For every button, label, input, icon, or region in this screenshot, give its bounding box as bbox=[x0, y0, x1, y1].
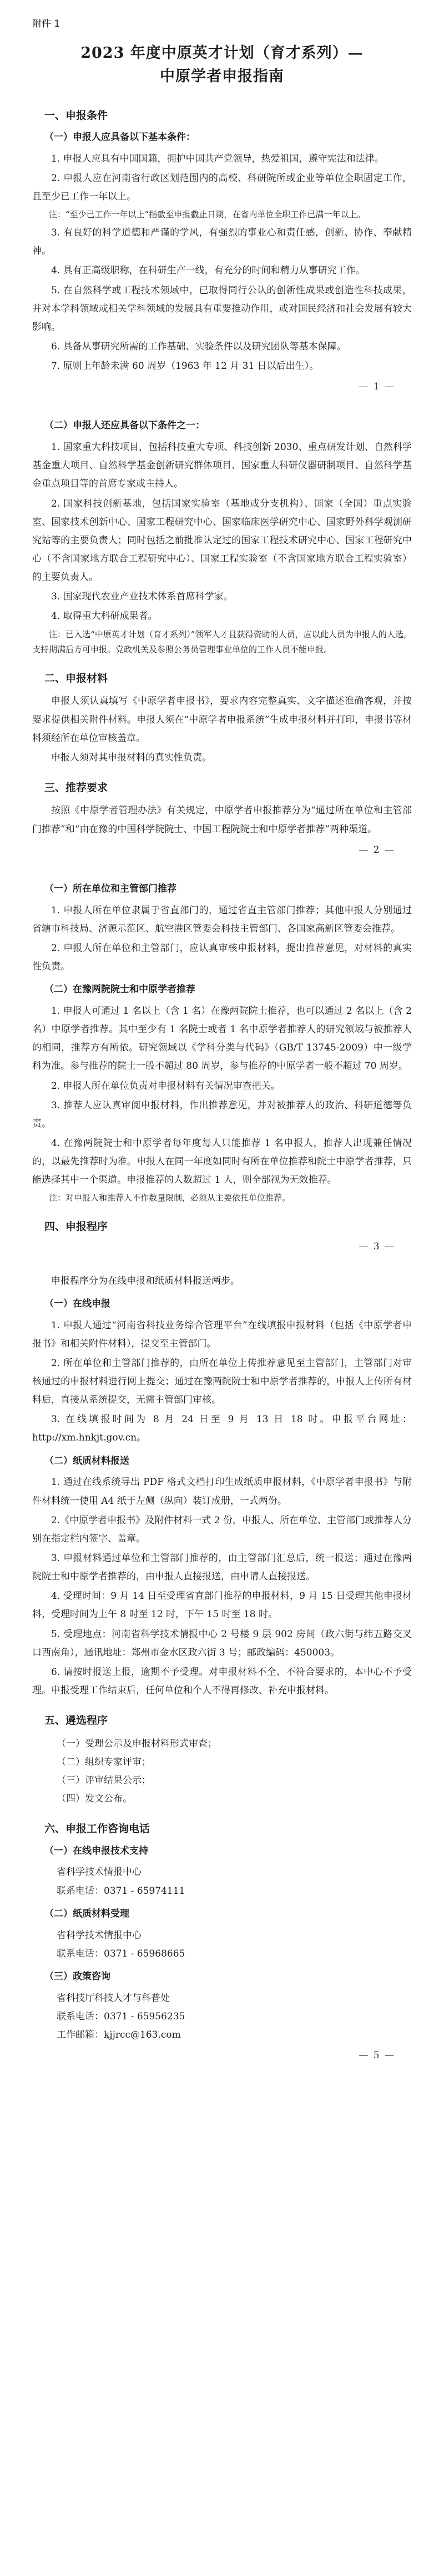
paragraph: 申报人须认真填写《中原学者申报书》，要求内容完整真实、文字描述准确客观，并按要求提供相关附件材料。申报人须在“中原学者申报系统”生成申报材料并打印，申报书等材料须经所在单位审核盖章。 bbox=[32, 696, 412, 744]
paragraph: 4. 受理时间：9 月 14 日至受理省直部门推荐的申报材料，9 月 15 日受理其他申报材料，受理时间为上午 8 时至 12 时，下午 15 时至 18 时。 bbox=[32, 1590, 412, 1620]
contact-phone: 联系电话：0371 - 65956235 bbox=[57, 2010, 185, 2022]
page-gap bbox=[32, 398, 412, 412]
list-item: （一）受理公示及申报材料形式审查； bbox=[57, 1738, 217, 1749]
attachment-label: 附件 1 bbox=[32, 18, 60, 29]
note: 注：“至少已工作一年以上”指截至申报截止日期，在省内单位全职工作已满一年以上。 bbox=[49, 209, 366, 220]
contact-org: 省科技厅科技人才与科普处 bbox=[57, 1992, 170, 2004]
list-item: （四）发文公布。 bbox=[57, 1793, 132, 1804]
page-number: — 1 — bbox=[359, 381, 395, 393]
note: 注：对申报人和推荐人不作数量限制，必须从主要依托单位推荐。 bbox=[49, 1193, 291, 1203]
contact-org: 省科学技术情报中心 bbox=[57, 1867, 142, 1878]
sub-heading: （三）政策咨询 bbox=[44, 1970, 110, 1982]
page-number: — 5 — bbox=[359, 2050, 395, 2062]
paragraph: 1. 申报人可通过 1 名以上（含 1 名）在豫两院院士推荐，也可以通过 2 名以上（含 2 名）中原学者推荐。其中至少有 1 名院士或者 1 名中原学者推荐人的研究领域与被推荐人的相同，推荐方有所依。研究领域以《学科分类与代码》（GB/T 13745-2009）中一级学科为准。参与推荐的院士一般不超过 80 周岁，参与推荐的中原学者一般不超过 70 周岁。 bbox=[32, 1006, 412, 1072]
paragraph: 2.《中原学者申报书》及附件材料一式 2 份，申报人、所在单位、主管部门或推荐人分别在指定栏内签字、盖章。 bbox=[32, 1514, 412, 1544]
paragraph: 申报人须对其申报材料的真实性负责。 bbox=[51, 752, 211, 763]
paragraph: 4. 取得重大科研成果者。 bbox=[51, 611, 158, 622]
sub-heading: （一）申报人应具备以下基本条件： bbox=[44, 132, 195, 143]
title-line-1: 2023 年度中原英才计划（育才系列）— bbox=[80, 44, 364, 62]
paragraph: 1. 申报人应具有中国国籍，拥护中国共产党领导，热爱祖国，遵守宪法和法律。 bbox=[51, 153, 384, 164]
sub-heading: （一）在线申报 bbox=[44, 1298, 110, 1309]
paragraph: 1. 国家重大科技项目，包括科技重大专项、科技创新 2030、重点研发计划、自然科学基金重大项目、自然科学基金创新研究群体项目、国家重大科研仪器研制项目、自然科学基金重点项目等的首席专家或主持人。 bbox=[32, 442, 412, 490]
paragraph: 7. 原则上年龄未满 60 周岁（1963 年 12 月 31 日以后出生）。 bbox=[51, 361, 319, 372]
paragraph: 6. 请按时报送上报，逾期不予受理。对申报材料不全、不符合要求的，本中心不予受理。申报受理工作结束后，任何单位和个人不得再修改、补充申报材料。 bbox=[32, 1666, 412, 1697]
page-number: — 2 — bbox=[359, 844, 395, 856]
paragraph: 1. 申报人所在单位隶属于省直部门的，通过省直主管部门推荐；其他申报人分别通过省辖市科技局、济源示范区、航空港区管委会科技主管部门、各国家高新区管委会推荐。 bbox=[32, 904, 412, 934]
paragraph: 4. 具有正高级职称，在科研生产一线，有充分的时间和精力从事研究工作。 bbox=[51, 265, 365, 277]
sub-heading: （一）在线申报技术支持 bbox=[44, 1845, 148, 1857]
paragraph: 3. 有良好的科学道德和严谨的学风，有强烈的事业心和责任感，创新、协作、奉献精神。 bbox=[32, 227, 412, 257]
paragraph: 2. 申报人应在河南省行政区划范围内的高校、科研院所或企业等单位全职固定工作，且至少已工作一年以上。 bbox=[32, 173, 412, 203]
paragraph: 3. 申报材料通过单位和主管部门推荐的，由主管部门汇总后，统一报送；通过在豫两院院士和中原学者推荐的，由申报人直接报送，由申请人直接报送。 bbox=[32, 1553, 412, 1583]
section-heading: 六、申报工作咨询电话 bbox=[44, 1823, 150, 1835]
paragraph: 5. 受理地点：河南省科学技术情报中心 2 号楼 9 层 902 房间（政六街与纬五路交叉口西南角），通讯地址：郑州市金水区政六街 3 号；邮政编码：450003。 bbox=[32, 1628, 412, 1658]
paragraph: 2. 国家科技创新基地，包括国家实验室（基地或分支机构）、国家（全国）重点实验室、国家技术创新中心、国家工程研究中心、国家临床医学研究中心、国家野外科学观测研究站等的主要负责人；同时包括之前批准认定过的国家工程技术研究中心、国家工程研究中心（不含国家地方联合工程研究中心）、国家工程实验室（不含国家地方联合工程实验室）的主要负责人。 bbox=[32, 498, 412, 583]
title-line-2: 中原学者申报指南 bbox=[160, 67, 284, 85]
section-heading: 三、推荐要求 bbox=[44, 782, 108, 794]
page-gap bbox=[32, 861, 412, 876]
paragraph: 1. 通过在线系统导出 PDF 格式文档打印生成纸质申报材料，《中原学者申报书》与附件材料统一使用 A4 纸于左侧（纵向）装订成册，一式两份。 bbox=[32, 1477, 412, 1507]
paragraph: 4. 在豫两院院士和中原学者每年度每人只能推荐 1 名申报人，推荐人出现兼任情况的，以最先推荐时为准。申报人在同一年度如同时有所在单位推荐和院士中原学者推荐，只能选择其中一个渠道。申报推荐的人数超过 1 人，则全部视为无效推荐。 bbox=[32, 1138, 412, 1186]
paragraph: 5. 在自然科学或工程技术领域中，已取得同行公认的创新性成果或创造性科技成果，并对本学科领域或相关学科领域的发展具有重要推动作用，或对国民经济和社会发展有较大影响。 bbox=[32, 284, 412, 333]
paragraph: 申报程序分为在线申报和纸质材料报送两步。 bbox=[51, 1275, 240, 1287]
section-heading: 一、申报条件 bbox=[44, 109, 108, 122]
paragraph: 3. 国家现代农业产业技术体系首席科学家。 bbox=[51, 591, 233, 603]
paragraph: 3. 在线填报时间为 8 月 24 日至 9 月 13 日 18 时。申报平台网址：http://xm.hnkjt.gov.cn。 bbox=[32, 1414, 412, 1444]
sub-heading: （二）纸质材料受理 bbox=[44, 1908, 129, 1919]
contact-email: 工作邮箱：kjjrcc@163.com bbox=[57, 2029, 181, 2041]
note: 注：已入选“中原英才计划（育才系列）”领军人才且获得资助的人员，应以此人员为申报人的人选，支持期满后方可申报。党政机关及参照公务员管理事业单位的工作人员不能申报。 bbox=[32, 629, 412, 655]
contact-org: 省科学技术情报中心 bbox=[57, 1929, 142, 1941]
sub-heading: （二）在豫两院院士和中原学者推荐 bbox=[44, 984, 195, 996]
list-item: （二）组织专家评审； bbox=[57, 1756, 151, 1768]
paragraph: 2. 所在单位和主管部门推荐的，由所在单位上传推荐意见至主管部门，主管部门对审核通过的申报材料进行网上提交；通过在豫两院院士和中原学者推荐的，申报人上传所有材料后，直接从系统提交，无需主管部门审核。 bbox=[32, 1357, 412, 1406]
section-heading: 二、申报材料 bbox=[44, 672, 108, 685]
paragraph: 6. 具备从事研究所需的工作基础、实验条件以及研究团队等基本保障。 bbox=[51, 341, 346, 352]
contact-phone: 联系电话：0371 - 65968665 bbox=[57, 1948, 185, 1959]
document-title bbox=[32, 42, 412, 88]
paragraph: 3. 推荐人应认真审阅申报材料，作出推荐意见，并对被推荐人的政治、科研道德等负责。 bbox=[32, 1099, 412, 1129]
section-heading: 五、遴选程序 bbox=[44, 1714, 108, 1727]
sub-heading: （二）申报人还应具备以下条件之一： bbox=[44, 420, 205, 432]
sub-heading: （二）纸质材料报送 bbox=[44, 1455, 129, 1467]
contact-phone: 联系电话：0371 - 65974111 bbox=[57, 1885, 185, 1897]
page-gap bbox=[32, 1258, 412, 1272]
paragraph: 2. 申报人所在单位负责对申报材料有关情况审查把关。 bbox=[51, 1080, 280, 1092]
section-heading: 四、申报程序 bbox=[44, 1221, 108, 1233]
page-number: — 3 — bbox=[359, 1241, 395, 1252]
paragraph: 2. 申报人所在单位和主管部门，应认真审核申报材料，提出推荐意见，对材料的真实性负责。 bbox=[32, 942, 412, 972]
paragraph: 1. 申报人通过“河南省科技业务综合管理平台”在线填报申报材料（包括《中原学者申报书》和相关附件材料），提交至主管部门。 bbox=[32, 1319, 412, 1349]
paragraph: 按照《中原学者管理办法》有关规定，中原学者申报推荐分为“通过所在单位和主管部门推荐”和“由在豫的中国科学院院士、中国工程院院士和中原学者推荐”两种渠道。 bbox=[32, 805, 412, 835]
sub-heading: （一）所在单位和主管部门推荐 bbox=[44, 883, 176, 894]
list-item: （三）评审结果公示； bbox=[57, 1774, 151, 1786]
